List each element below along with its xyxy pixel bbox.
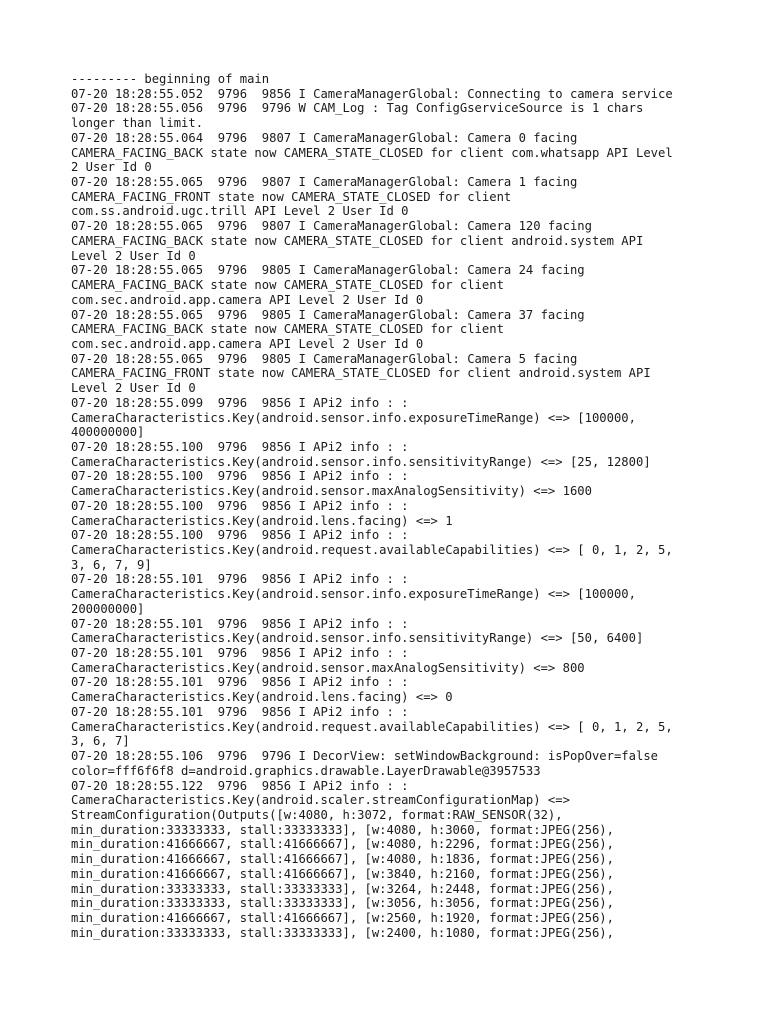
log-line: 07-20 18:28:55.065 9796 9807 I CameraManagerGlobal: Camera 1 facing <box>71 175 578 190</box>
log-line: CAMERA_FACING_BACK state now CAMERA_STATE_CLOSED for client <box>71 322 504 337</box>
log-line: Level 2 User Id 0 <box>71 381 196 396</box>
log-line: CameraCharacteristics.Key(android.sensor.info.exposureTimeRange) <=> [100000, <box>71 587 636 602</box>
log-line: 07-20 18:28:55.101 9796 9856 I APi2 info : : <box>71 646 409 661</box>
log-line: StreamConfiguration(Outputs([w:4080, h:3072, format:RAW_SENSOR(32), <box>71 807 563 822</box>
log-line: min_duration:33333333, stall:33333333], [w:3264, h:2448, format:JPEG(256), <box>71 881 614 896</box>
log-line: 07-20 18:28:55.101 9796 9856 I APi2 info : : <box>71 572 409 587</box>
log-line: 3, 6, 7, 9] <box>71 557 152 572</box>
log-line: color=fff6f6f8 d=android.graphics.drawable.LayerDrawable@3957533 <box>71 763 541 778</box>
log-line: CAMERA_FACING_BACK state now CAMERA_STATE_CLOSED for client <box>71 278 504 293</box>
log-line: 07-20 18:28:55.100 9796 9856 I APi2 info : : <box>71 439 409 454</box>
log-line: min_duration:41666667, stall:41666667], [w:4080, h:2296, format:JPEG(256), <box>71 837 614 852</box>
log-line: 07-20 18:28:55.100 9796 9856 I APi2 info : : <box>71 528 409 543</box>
log-line: CameraCharacteristics.Key(android.scaler.streamConfigurationMap) <=> <box>71 793 570 808</box>
log-line: CameraCharacteristics.Key(android.lens.facing) <=> 1 <box>71 513 453 528</box>
log-line: CAMERA_FACING_FRONT state now CAMERA_STATE_CLOSED for client <box>71 189 512 204</box>
log-line: min_duration:33333333, stall:33333333], [w:2400, h:1080, format:JPEG(256), <box>71 925 614 940</box>
log-line: 07-20 18:28:55.101 9796 9856 I APi2 info : : <box>71 675 409 690</box>
log-line: min_duration:41666667, stall:41666667], [w:4080, h:1836, format:JPEG(256), <box>71 852 614 867</box>
log-line: min_duration:41666667, stall:41666667], [w:3840, h:2160, format:JPEG(256), <box>71 866 614 881</box>
log-line: 07-20 18:28:55.064 9796 9807 I CameraManagerGlobal: Camera 0 facing <box>71 130 578 145</box>
log-line: 3, 6, 7] <box>71 734 130 749</box>
log-line: 07-20 18:28:55.122 9796 9856 I APi2 info : : <box>71 778 409 793</box>
log-line: 07-20 18:28:55.056 9796 9796 W CAM_Log : Tag ConfigGserviceSource is 1 chars <box>71 101 644 116</box>
log-line: com.ss.android.ugc.trill API Level 2 User Id 0 <box>71 204 409 219</box>
log-line: 07-20 18:28:55.065 9796 9807 I CameraManagerGlobal: Camera 120 facing <box>71 219 592 234</box>
log-line: min_duration:33333333, stall:33333333], [w:4080, h:3060, format:JPEG(256), <box>71 822 614 837</box>
log-line: longer than limit. <box>71 116 204 131</box>
log-line: 07-20 18:28:55.065 9796 9805 I CameraManagerGlobal: Camera 24 facing <box>71 263 585 278</box>
log-line: CAMERA_FACING_FRONT state now CAMERA_STATE_CLOSED for client android.system API <box>71 366 651 381</box>
log-line: CameraCharacteristics.Key(android.sensor.info.sensitivityRange) <=> [25, 12800] <box>71 454 651 469</box>
log-line: 07-20 18:28:55.106 9796 9796 I DecorView: setWindowBackground: isPopOver=false <box>71 749 658 764</box>
log-line: 400000000] <box>71 425 145 440</box>
log-line: com.sec.android.app.camera API Level 2 User Id 0 <box>71 336 424 351</box>
log-line: 200000000] <box>71 601 145 616</box>
log-line: CameraCharacteristics.Key(android.lens.facing) <=> 0 <box>71 690 453 705</box>
log-line: 07-20 18:28:55.065 9796 9805 I CameraManagerGlobal: Camera 5 facing <box>71 351 578 366</box>
log-line: CAMERA_FACING_BACK state now CAMERA_STATE_CLOSED for client com.whatsapp API Level <box>71 145 673 160</box>
log-line: 07-20 18:28:55.101 9796 9856 I APi2 info : : <box>71 616 409 631</box>
log-line: CameraCharacteristics.Key(android.sensor.info.exposureTimeRange) <=> [100000, <box>71 410 636 425</box>
log-line: CameraCharacteristics.Key(android.sensor.maxAnalogSensitivity) <=> 1600 <box>71 484 592 499</box>
log-line: 07-20 18:28:55.100 9796 9856 I APi2 info : : <box>71 498 409 513</box>
log-line: CAMERA_FACING_BACK state now CAMERA_STATE_CLOSED for client android.system API <box>71 233 644 248</box>
log-line: Level 2 User Id 0 <box>71 248 196 263</box>
log-line: 07-20 18:28:55.099 9796 9856 I APi2 info : : <box>71 395 409 410</box>
log-line: 07-20 18:28:55.065 9796 9805 I CameraManagerGlobal: Camera 37 facing <box>71 307 585 322</box>
log-line: 07-20 18:28:55.100 9796 9856 I APi2 info : : <box>71 469 409 484</box>
log-line: min_duration:41666667, stall:41666667], [w:2560, h:1920, format:JPEG(256), <box>71 910 614 925</box>
log-line: CameraCharacteristics.Key(android.sensor.maxAnalogSensitivity) <=> 800 <box>71 660 585 675</box>
log-line: CameraCharacteristics.Key(android.request.availableCapabilities) <=> [ 0, 1, 2, 5, <box>71 543 673 557</box>
log-header-line: --------- beginning of main <box>71 72 270 86</box>
log-line: 07-20 18:28:55.101 9796 9856 I APi2 info : : <box>71 704 409 719</box>
log-line: CameraCharacteristics.Key(android.sensor.info.sensitivityRange) <=> [50, 6400] <box>71 631 644 646</box>
logcat-text <box>71 72 761 940</box>
log-line: 2 User Id 0 <box>71 160 152 175</box>
log-line: 07-20 18:28:55.052 9796 9856 I CameraManagerGlobal: Connecting to camera service <box>71 86 673 101</box>
log-line: min_duration:33333333, stall:33333333], [w:3056, h:3056, format:JPEG(256), <box>71 896 614 911</box>
log-line: com.sec.android.app.camera API Level 2 User Id 0 <box>71 292 424 307</box>
log-line: CameraCharacteristics.Key(android.request.availableCapabilities) <=> [ 0, 1, 2, 5, <box>71 719 673 734</box>
